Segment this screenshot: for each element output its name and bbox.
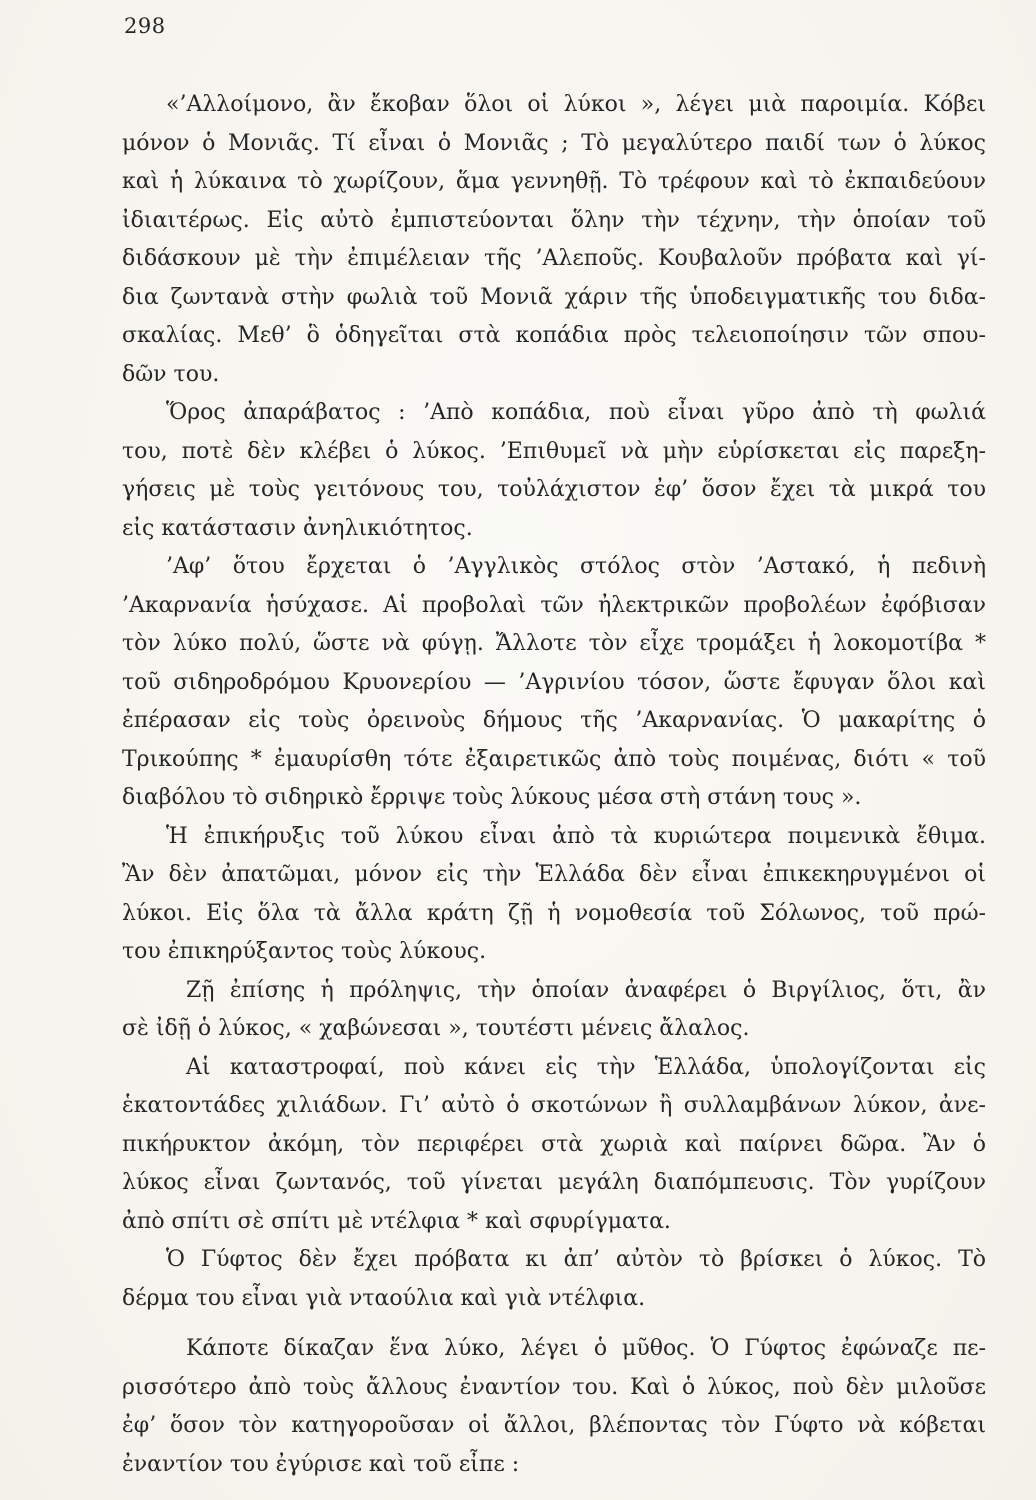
body-text (122, 86, 986, 1484)
paragraph-6 (122, 1049, 986, 1242)
text-line: του, ποτὲ δὲν κλέβει ὁ λύκος. ’Επιθυμεῖ νὰ μὴν εὑρίσκεται εἰς παρεξη- (122, 438, 986, 464)
text-line: ’Ακαρνανία ἡσύχασε. Αἱ προβολαὶ τῶν ἠλεκτρικῶν προβολέων ἐφόβισαν (122, 592, 986, 618)
paragraph-5 (122, 972, 986, 1049)
text-line: ἰδιαιτέρως. Εἰς αὐτὸ ἐμπιστεύονται ὅλην τὴν τέχνην, τὴν ὁποίαν τοῦ (122, 207, 986, 233)
text-line: γήσεις μὲ τοὺς γειτόνους του, τοὐλάχιστον ἐφ’ ὅσον ἔχει τὰ μικρά του (122, 477, 986, 502)
text-line: δέρμα του εἶναι γιὰ νταούλια καὶ γιὰ ντέλφια. (122, 1285, 646, 1311)
text-line: ἐναντίον του ἐγύρισε καὶ τοῦ εἶπε : (122, 1451, 520, 1477)
paragraph-3 (122, 548, 986, 818)
text-line: εἰς κατάστασιν ἀνηλικιότητος. (122, 515, 473, 541)
text-line: τὸν λύκο πολύ, ὥστε νὰ φύγῃ. Ἄλλοτε τὸν εἶχε τρομάξει ἡ λοκομοτίβα * (122, 631, 986, 656)
text-line: σκαλίας. Μεθ’ ὃ ὁδηγεῖται στὰ κοπάδια πρὸς τελειοποίησιν τῶν σπου- (122, 323, 986, 348)
text-line: Ζῇ ἐπίσης ἡ πρόληψις, τὴν ὁποίαν ἀναφέρει ὁ Βιργίλιος, ὅτι, ἂν (186, 977, 986, 1003)
text-line: καὶ ἡ λύκαινα τὸ χωρίζουν, ἅμα γεννηθῇ. Τὸ τρέφουν καὶ τὸ ἐκπαιδεύουν (122, 169, 986, 194)
text-line: μόνον ὁ Μονιᾶς. Τί εἶναι ὁ Μονιᾶς ; Τὸ μεγαλύτερο παιδί των ὁ λύκος (122, 130, 986, 156)
text-line: ἐφ’ ὅσον τὸν κατηγοροῦσαν οἱ ἄλλοι, βλέποντας τὸν Γύφτο νὰ κόβεται (122, 1413, 986, 1438)
text-line: Ἡ ἐπικήρυξις τοῦ λύκου εἶναι ἀπὸ τὰ κυριώτερα ποιμενικὰ ἔθιμα. (166, 823, 986, 849)
text-line: σὲ ἰδῇ ὁ λύκος, « χαβώνεσαι », τουτέστι μένεις ἄλαλος. (122, 1016, 750, 1041)
paragraph-4 (122, 818, 986, 972)
paragraph-2 (122, 394, 986, 548)
text-line: τοῦ σιδηροδρόμου Κρυονερίου — ’Αγρινίου τόσον, ὥστε ἔφυγαν ὅλοι καὶ (122, 669, 986, 695)
text-line: ρισσότερο ἀπὸ τοὺς ἄλλους ἐναντίον του. Καὶ ὁ λύκος, ποὺ δὲν μιλοῦσε (122, 1374, 986, 1400)
text-line: ἑκατοντάδες χιλιάδων. Γι’ αὐτὸ ὁ σκοτώνων ἢ συλλαμβάνων λύκον, ἀνε- (122, 1093, 986, 1118)
text-line: διαβόλου τὸ σιδηρικὸ ἔρριψε τοὺς λύκους μέσα στὴ στάνη τους ». (122, 785, 862, 810)
text-line: λύκος εἶναι ζωντανός, τοῦ γίνεται μεγάλη διαπόμπευσις. Τὸν γυρίζουν (122, 1170, 986, 1195)
text-line: Ὅρος ἀπαράβατος : ’Απὸ κοπάδια, ποὺ εἶναι γῦρο ἀπὸ τὴ φωλιά (166, 400, 986, 425)
page-number: 298 (124, 14, 166, 38)
text-line: Αἱ καταστροφαί, ποὺ κάνει εἰς τὴν Ἑλλάδα, ὑπολογίζονται εἰς (186, 1054, 986, 1080)
paragraph-7 (122, 1241, 986, 1318)
text-line: «’Αλλοίμονο, ἂν ἔκοβαν ὅλοι οἱ λύκοι », λέγει μιὰ παροιμία. Κόβει (166, 92, 986, 117)
paragraph-8 (122, 1330, 986, 1484)
text-line: διδάσκουν μὲ τὴν ἐπιμέλειαν τῆς ’Αλεποῦς. Κουβαλοῦν πρόβατα καὶ γί- (122, 246, 986, 271)
text-line: πικήρυκτον ἀκόμη, τὸν περιφέρει στὰ χωριὰ καὶ παίρνει δῶρα. Ἂν ὁ (122, 1131, 986, 1157)
text-line: λύκοι. Εἰς ὅλα τὰ ἄλλα κράτη ζῇ ἡ νομοθεσία τοῦ Σόλωνος, τοῦ πρώ- (122, 900, 986, 926)
text-line: Κάποτε δίκαζαν ἕνα λύκο, λέγει ὁ μῦθος. Ὁ Γύφτος ἐφώναζε πε- (186, 1336, 986, 1361)
text-line: του ἐπικηρύξαντος τοὺς λύκους. (122, 939, 487, 964)
paragraph-1 (122, 86, 986, 394)
text-line: Ὁ Γύφτος δὲν ἔχει πρόβατα κι ἀπ’ αὐτὸν τὸ βρίσκει ὁ λύκος. Τὸ (166, 1247, 986, 1272)
text-line: Ἂν δὲν ἀπατῶμαι, μόνον εἰς τὴν Ἑλλάδα δὲν εἶναι ἐπικεκηρυγμένοι οἱ (122, 862, 986, 887)
text-line: δῶν του. (122, 361, 220, 387)
text-line: ἀπὸ σπίτι σὲ σπίτι μὲ ντέλφια * καὶ σφυρίγματα. (122, 1208, 671, 1234)
text-line: ’Αφ’ ὅτου ἔρχεται ὁ ’Αγγλικὸς στόλος στὸν ’Αστακό, ἡ πεδινὴ (166, 554, 986, 579)
text-line: Τρικούπης * ἐμαυρίσθη τότε ἐξαιρετικῶς ἀπὸ τοὺς ποιμένας, διότι « τοῦ (122, 746, 986, 772)
text-line: ἐπέρασαν εἰς τοὺς ὀρεινοὺς δήμους τῆς ’Ακαρνανίας. Ὁ μακαρίτης ὁ (122, 708, 986, 733)
text-line: δια ζωντανὰ στὴν φωλιὰ τοῦ Μονιᾶ χάριν τῆς ὑποδειγματικῆς του διδα- (122, 284, 986, 310)
